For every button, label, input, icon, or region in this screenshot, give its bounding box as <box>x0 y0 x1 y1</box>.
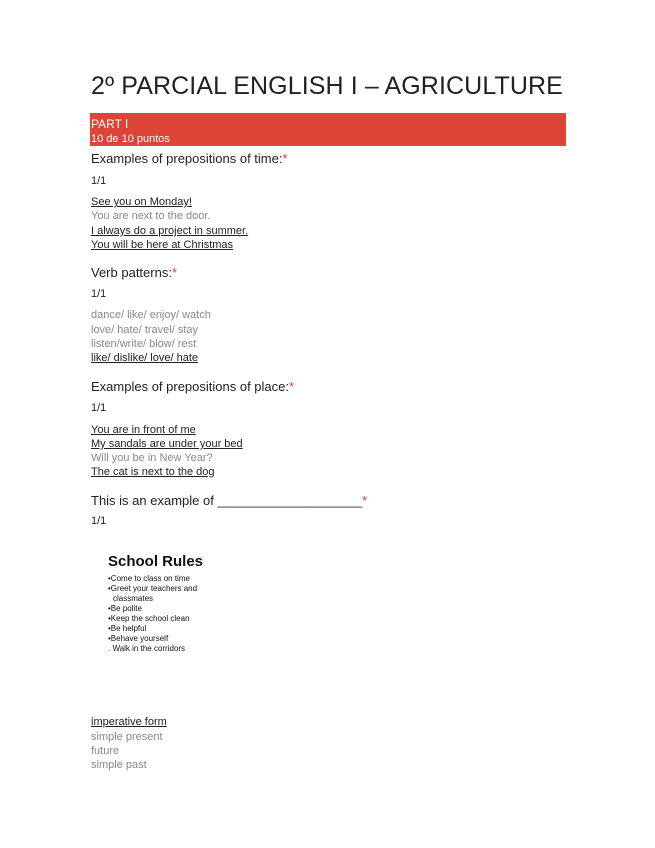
question-prompt: Verb patterns:* <box>91 265 178 280</box>
school-rules-title: School Rules <box>108 553 204 570</box>
answer-option[interactable]: simple past <box>91 759 147 771</box>
section-banner <box>90 113 566 146</box>
school-rules-image <box>108 553 308 654</box>
answer-option[interactable]: My sandals are under your bed <box>91 438 243 450</box>
answer-option[interactable]: imperative form <box>91 716 167 728</box>
rule-item: . Walk in the corridors <box>108 644 186 653</box>
answer-option[interactable]: Will you be in New Year? <box>91 452 213 464</box>
question-score: 1/1 <box>91 288 107 300</box>
rule-item: classmates <box>113 594 154 603</box>
required-marker: * <box>362 493 368 508</box>
rule-item: •Be helpful <box>108 624 147 633</box>
required-marker: * <box>282 151 288 166</box>
question-score: 1/1 <box>91 175 107 187</box>
rule-item: •Behave yourself <box>108 634 169 643</box>
question-prompt: This is an example of ____________________* <box>91 493 368 508</box>
answer-option[interactable]: The cat is next to the dog <box>91 466 215 478</box>
answer-option[interactable]: You will be here at Christmas <box>91 239 234 251</box>
answer-option[interactable]: I always do a project in summer. <box>91 225 249 237</box>
answer-option[interactable]: You are next to the door. <box>91 210 211 222</box>
answer-option[interactable]: like/ dislike/ love/ hate <box>91 352 198 364</box>
answer-option[interactable]: simple present <box>91 731 163 743</box>
required-marker: * <box>289 379 295 394</box>
rule-item: •Be polite <box>108 604 142 613</box>
section-title: PART I <box>91 117 129 131</box>
answer-option[interactable]: future <box>91 745 120 757</box>
section-score: 10 de 10 puntos <box>91 133 170 145</box>
answer-option[interactable]: See you on Monday! <box>91 196 192 208</box>
question-prompt: Examples of prepositions of place:* <box>91 379 295 394</box>
question-score: 1/1 <box>91 515 107 527</box>
rule-item: •Greet your teachers and <box>108 584 198 593</box>
answer-option[interactable]: You are in front of me <box>91 424 196 436</box>
page-title: 2º PARCIAL ENGLISH I – AGRICULTURE <box>91 72 563 100</box>
question-prompt: Examples of prepositions of time:* <box>91 151 288 166</box>
school-rules-list <box>108 574 308 654</box>
question-score: 1/1 <box>91 402 107 414</box>
rule-item: •Keep the school clean <box>108 614 190 623</box>
answer-option[interactable]: listen/write/ blow/ rest <box>91 338 197 350</box>
answer-option[interactable]: love/ hate/ travel/ stay <box>91 324 198 336</box>
answer-option[interactable]: dance/ like/ enjoy/ watch <box>91 309 211 321</box>
required-marker: * <box>171 265 178 280</box>
rule-item: •Come to class on time <box>108 574 190 583</box>
